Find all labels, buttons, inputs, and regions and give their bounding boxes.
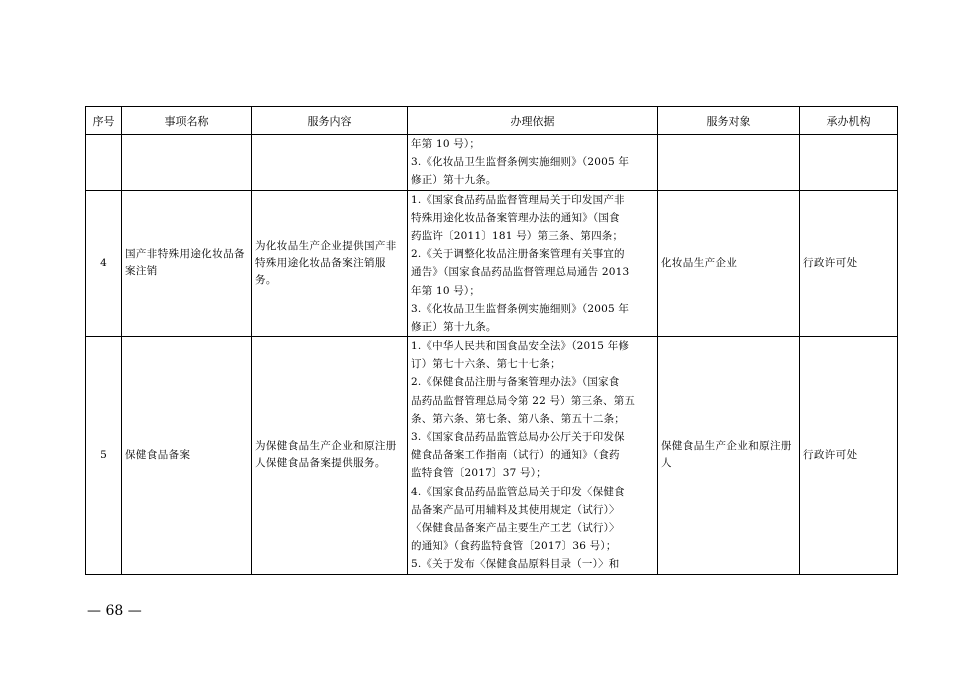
- cell-service-content: 为化妆品生产企业提供国产非特殊用途化妆品备案注销服务。: [252, 190, 408, 337]
- basis-line: 订）第七十六条、第七十七条；: [411, 358, 561, 371]
- header-service-content: 服务内容: [252, 107, 408, 135]
- cell-service-content: 为保健食品生产企业和原注册人保健食品备案提供服务。: [252, 337, 408, 574]
- basis-line: 健食品备案工作指南（试行）的通知》（食药: [411, 449, 620, 462]
- page-number: — 68 —: [87, 603, 142, 619]
- cell-service-content: [252, 135, 408, 191]
- basis-line: 条、第六条、第七条、第八条、第五十二条；: [411, 412, 625, 425]
- basis-line: 5.《关于发布〈保健食品原料目录（一）〉和: [411, 558, 620, 571]
- basis-line: 2.《关于调整化妆品注册备案管理有关事宜的: [411, 248, 625, 261]
- basis-line: 年第 10 号）；: [411, 284, 481, 297]
- table-row: [86, 337, 898, 574]
- basis-line: 3.《化妆品卫生监督条例实施细则》（2005 年: [411, 302, 630, 315]
- header-handling-agency: 承办机构: [800, 107, 898, 135]
- basis-line: 4.《国家食品药品监管总局关于印发〈保健食: [411, 485, 625, 498]
- basis-line: 年第 10 号）；: [411, 138, 481, 150]
- table-row: [86, 135, 898, 191]
- cell-serial-number: 4: [86, 190, 122, 337]
- basis-line: 修正）第十九条。: [411, 320, 497, 333]
- cell-service-target: [658, 135, 800, 191]
- cell-handling-agency: 行政许可处: [800, 190, 898, 337]
- basis-line: 通告》（国家食品药品监督管理总局通告 2013: [411, 266, 630, 279]
- cell-legal-basis: [408, 337, 658, 574]
- basis-line: 特殊用途化妆品备案管理办法的通知》（国食: [411, 211, 620, 224]
- basis-line: 的通知》（食药监特食管〔2017〕36 号）；: [411, 540, 617, 553]
- header-serial-number: 序号: [86, 107, 122, 135]
- basis-line: 〈保健食品备案产品主要生产工艺（试行）〉: [411, 521, 620, 534]
- cell-handling-agency: [800, 135, 898, 191]
- header-legal-basis: 办理依据: [408, 107, 658, 135]
- basis-line: 品药品监督管理总局令第 22 号）第三条、第五: [411, 394, 636, 407]
- header-service-target: 服务对象: [658, 107, 800, 135]
- basis-line: 2.《保健食品注册与备案管理办法》（国家食: [411, 376, 620, 389]
- service-items-table: [85, 106, 898, 575]
- basis-line: 1.《国家食品药品监督管理局关于印发国产非: [411, 193, 625, 206]
- cell-service-target: 化妆品生产企业: [658, 190, 800, 337]
- table-row: [86, 190, 898, 337]
- cell-legal-basis: [408, 190, 658, 337]
- basis-line: 药监许〔2011〕181 号）第三条、第四条；: [411, 229, 624, 242]
- cell-legal-basis: [408, 135, 658, 191]
- basis-line: 品备案产品可用辅料及其使用规定（试行）〉: [411, 503, 620, 516]
- cell-service-target: 保健食品生产企业和原注册人: [658, 337, 800, 574]
- cell-serial-number: [86, 135, 122, 191]
- header-item-name: 事项名称: [122, 107, 252, 135]
- basis-line: 修正）第十九条。: [411, 174, 497, 187]
- cell-serial-number: 5: [86, 337, 122, 574]
- table-header-row: [86, 107, 898, 135]
- cell-handling-agency: 行政许可处: [800, 337, 898, 574]
- cell-item-name: [122, 135, 252, 191]
- cell-item-name: 保健食品备案: [122, 337, 252, 574]
- basis-line: 3.《化妆品卫生监督条例实施细则》（2005 年: [411, 156, 630, 169]
- basis-line: 监特食管〔2017〕37 号）；: [411, 467, 547, 480]
- basis-line: 3.《国家食品药品监管总局办公厅关于印发保: [411, 431, 625, 443]
- cell-item-name: 国产非特殊用途化妆品备案注销: [122, 190, 252, 337]
- basis-line: 1.《中华人民共和国食品安全法》（2015 年修: [411, 340, 630, 353]
